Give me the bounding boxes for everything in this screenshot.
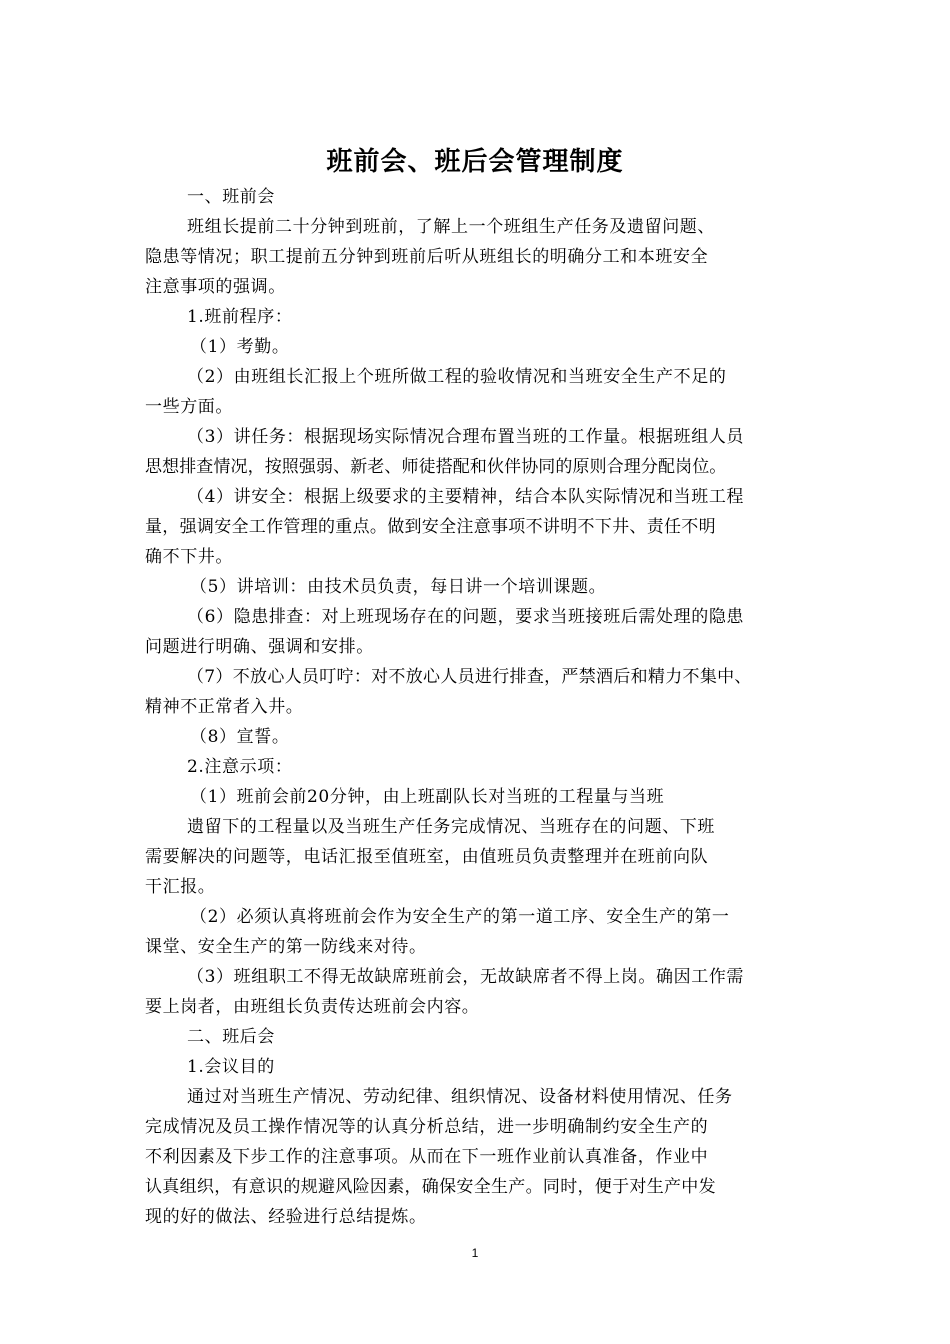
paragraph-line: 不利因素及下步工作的注意事项。从而在下一班作业前认真准备，作业中 bbox=[145, 1147, 709, 1167]
list-item: （4）讲安全：根据上级要求的主要精神，结合本队实际情况和当班工程 bbox=[187, 487, 745, 507]
paragraph-line: 现的好的做法、经验进行总结提炼。 bbox=[145, 1207, 427, 1227]
paragraph-line: 通过对当班生产情况、劳动纪律、组织情况、设备材料使用情况、任务 bbox=[187, 1087, 733, 1107]
list-item: （8）宣誓。 bbox=[190, 727, 290, 747]
subheading-notes: 2.注意示项： bbox=[187, 757, 293, 777]
paragraph-line: 班组长提前二十分钟到班前，了解上一个班组生产任务及遗留问题、 bbox=[187, 217, 715, 237]
section-heading-pre-shift: 一、班前会 bbox=[187, 187, 275, 207]
subheading-procedure: 1.班前程序： bbox=[187, 307, 293, 327]
paragraph-line: 一些方面。 bbox=[145, 397, 233, 417]
paragraph-line: 确不下井。 bbox=[145, 547, 233, 567]
list-item: （7）不放心人员叮咛：对不放心人员进行排查，严禁酒后和精力不集中、 bbox=[187, 667, 752, 687]
list-item: （6）隐患排查：对上班现场存在的问题，要求当班接班后需处理的隐患 bbox=[187, 607, 745, 627]
list-item: （5）讲培训：由技术员负责，每日讲一个培训课题。 bbox=[190, 577, 607, 597]
list-item: （1）考勤。 bbox=[190, 337, 290, 357]
paragraph-line: 完成情况及员工操作情况等的认真分析总结，进一步明确制约安全生产的 bbox=[145, 1117, 709, 1137]
paragraph-line: 需要解决的问题等，电话汇报至值班室，由值班员负责整理并在班前向队 bbox=[145, 847, 709, 867]
paragraph-line: 隐患等情况；职工提前五分钟到班前后听从班组长的明确分工和本班安全 bbox=[145, 247, 709, 267]
paragraph-line: 问题进行明确、强调和安排。 bbox=[145, 637, 374, 657]
paragraph-line: 量，强调安全工作管理的重点。做到安全注意事项不讲明不下井、责任不明 bbox=[145, 517, 716, 537]
list-item: （3）班组职工不得无故缺席班前会，无故缺席者不得上岗。确因工作需 bbox=[187, 967, 745, 987]
paragraph-line: 注意事项的强调。 bbox=[145, 277, 286, 297]
list-item: （3）讲任务：根据现场实际情况合理布置当班的工作量。根据班组人员 bbox=[187, 427, 745, 447]
page-number: 1 bbox=[471, 1246, 479, 1260]
list-item: （2）必须认真将班前会作为安全生产的第一道工序、安全生产的第一 bbox=[190, 907, 730, 927]
paragraph-line: 精神不正常者入井。 bbox=[145, 697, 304, 717]
list-item: （2）由班组长汇报上个班所做工程的验收情况和当班安全生产不足的 bbox=[187, 367, 727, 387]
paragraph-line: 干汇报。 bbox=[145, 877, 216, 897]
paragraph-line: 要上岗者，由班组长负责传达班前会内容。 bbox=[145, 997, 480, 1017]
subheading-purpose: 1.会议目的 bbox=[187, 1057, 275, 1077]
list-item: （1）班前会前20分钟，由上班副队长对当班的工程量与当班 bbox=[190, 787, 665, 807]
document-title: 班前会、班后会管理制度 bbox=[326, 147, 624, 177]
paragraph-line: 思想排查情况，按照强弱、新老、师徒搭配和伙伴协同的原则合理分配岗位。 bbox=[145, 457, 727, 477]
section-heading-post-shift: 二、班后会 bbox=[187, 1027, 275, 1047]
paragraph-line: 认真组织，有意识的规避风险因素，确保安全生产。同时，便于对生产中发 bbox=[145, 1177, 716, 1197]
paragraph-line: 课堂、安全生产的第一防线来对待。 bbox=[145, 937, 427, 957]
paragraph-line: 遗留下的工程量以及当班生产任务完成情况、当班存在的问题、下班 bbox=[187, 817, 715, 837]
